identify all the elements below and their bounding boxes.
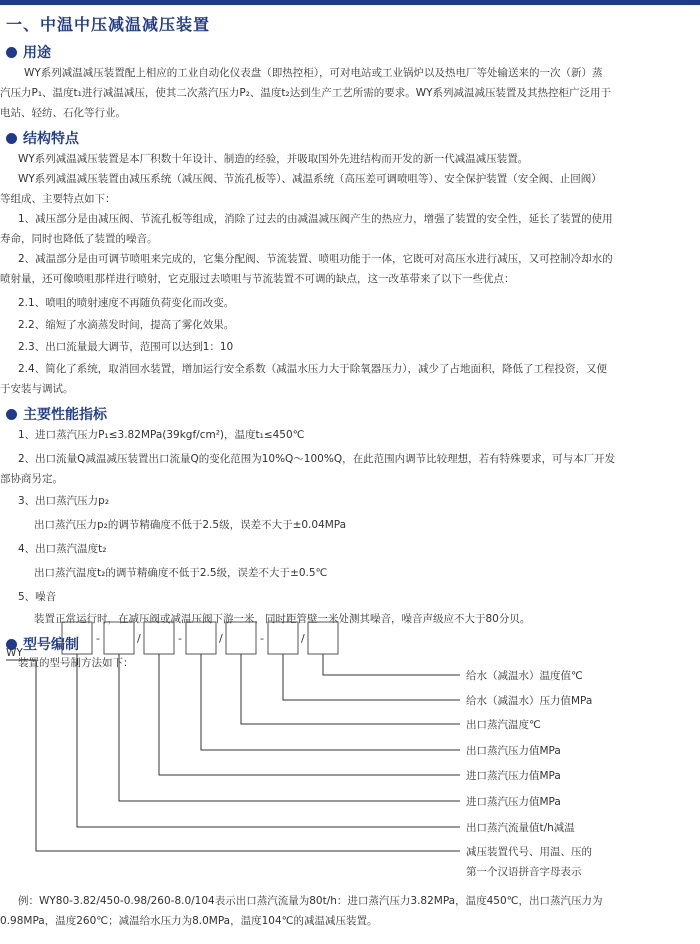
code-box xyxy=(186,622,216,654)
section-heading-performance xyxy=(6,404,107,424)
text-line: 寿命，同时也降低了装置的噪音。 xyxy=(0,233,158,245)
diagram-label: 出口蒸汽流量值t/h减温 xyxy=(466,822,575,834)
diagram-label: 给水（减温水）温度值℃ xyxy=(466,670,583,682)
model-code-diagram xyxy=(0,620,700,880)
text-line: 汽压力P₁、温度t₁进行减温减压，使其二次蒸汽压力P₂、温度t₂达到生产工艺所需的要求。WY系列减温减压装置及其热控柜广泛用于 xyxy=(0,87,612,99)
text-line: 出口蒸汽温度t₂的调节精确度不低于2.5级，误差不大于±0.5℃ xyxy=(34,567,328,579)
page-title: 一、中温中压减温减压装置 xyxy=(6,15,211,34)
text-line: 例：WY80-3.82/450-0.98/260-8.0/104表示出口蒸汽流量为80t/h：进口蒸汽压力3.82MPa，温度450℃，出口蒸汽压力为 xyxy=(18,895,603,907)
code-sep-dash: - xyxy=(96,632,100,645)
diagram-label: 进口蒸汽压力值MPa xyxy=(466,796,561,808)
diagram-label: 给水（减温水）压力值MPa xyxy=(466,695,593,707)
diagram-label: 减压装置代号、用温、压的 xyxy=(466,846,592,858)
text-line: 出口蒸汽压力p₂的调节精确度不低于2.5级，误差不大于±0.04MPa xyxy=(34,519,347,531)
code-sep-dash: - xyxy=(260,632,264,645)
section-title: 主要性能指标 xyxy=(23,407,107,423)
model-prefix: WY xyxy=(6,647,23,659)
section-title: 用途 xyxy=(23,45,51,61)
text-line: WY系列减温减压装置由减压系统（减压阀、节流孔板等）、减温系统（高压差可调喷咀等）、安全保护装置（安全阀、止回阀） xyxy=(18,173,602,185)
leader-line xyxy=(36,660,460,851)
text-line: 2.2、缩短了水滴蒸发时间，提高了雾化效果。 xyxy=(18,319,235,331)
code-box xyxy=(268,622,298,654)
text-line: WY系列减温减压装置配上相应的工业自动化仪表盘（即热控柜），可对电站或工业锅炉以及热电厂等处输送来的一次（新）蒸 xyxy=(24,67,603,79)
text-line: 等组成、主要特点如下： xyxy=(0,193,116,205)
text-line: 于安装与调试。 xyxy=(0,383,74,395)
text-line: 3、出口蒸汽压力p₂ xyxy=(18,495,110,507)
text-line: 1、进口蒸汽压力P₁≤3.82MPa(39kgf/cm²)，温度t₁≤450℃ xyxy=(18,429,305,441)
leader-line xyxy=(119,654,460,801)
bullet-icon xyxy=(6,409,17,420)
section-heading-structure xyxy=(6,128,79,148)
bullet-icon xyxy=(6,47,17,58)
text-line: 5、噪音 xyxy=(18,591,57,603)
leader-line xyxy=(283,654,460,700)
code-sep-slash: / xyxy=(301,632,305,645)
code-box xyxy=(308,622,338,654)
diagram-label: 第一个汉语拼音字母表示 xyxy=(466,866,582,878)
text-line: 2、出口流量Q减温减压装置出口流量Q的变化范围为10%Q～100%Q，在此范围内调节比较理想，若有特殊要求，可与本厂开发 xyxy=(18,453,616,465)
leader-line xyxy=(241,654,460,724)
text-line: 装置的型号制方法如下： xyxy=(18,657,134,669)
leader-line xyxy=(159,654,460,775)
text-line: 2.1、喷咀的喷射速度不再随负荷变化而改变。 xyxy=(18,297,235,309)
section-title: 型号编制 xyxy=(23,637,79,653)
text-line: 2、减温部分是由可调节喷咀来完成的，它集分配阀、节流装置、喷咀功能于一体，它既可对高压水进行减压，又可控制冷却水的 xyxy=(18,253,613,265)
text-line: 部协商另定。 xyxy=(0,473,63,485)
code-sep-slash: / xyxy=(219,632,223,645)
code-box xyxy=(144,622,174,654)
top-rule xyxy=(0,0,700,5)
diagram-label: 出口蒸汽温度℃ xyxy=(466,719,541,731)
text-line: 装置正常运行时，在减压阀或减温压阀下游一米，同时距管壁一米处测其噪音，噪音声级应不大于80分贝。 xyxy=(34,613,531,625)
section-heading-usage xyxy=(6,42,51,62)
leader-line xyxy=(201,654,460,750)
leader-line xyxy=(323,654,460,675)
text-line: WY系列减温减压装置是本厂积数十年设计、制造的经验，并吸取国外先进结构而开发的新一代减温减压装置。 xyxy=(18,153,529,165)
text-line: 1、减压部分是由减压阀、节流孔板等组成，消除了过去的由减温减压阀产生的热应力，增强了装置的安全性，延长了装置的使用 xyxy=(18,213,613,225)
text-line: 电站、轻纺、石化等行业。 xyxy=(0,107,126,119)
text-line: 4、出口蒸汽温度t₂ xyxy=(18,543,107,555)
diagram-label: 出口蒸汽压力值MPa xyxy=(466,745,561,757)
text-line: 0.98MPa，温度260℃；减温给水压力为8.0MPa，温度104℃的减温减压装置。 xyxy=(0,915,378,927)
code-box xyxy=(62,622,92,654)
diagram-label: 进口蒸汽压力值MPa xyxy=(466,770,561,782)
code-box xyxy=(104,622,134,654)
section-title: 结构特点 xyxy=(23,131,79,147)
code-box xyxy=(226,622,256,654)
code-sep-slash: / xyxy=(137,632,141,645)
text-line: 2.3、出口流量最大调节，范围可以达到1：10 xyxy=(18,341,234,353)
leader-lines xyxy=(36,654,460,851)
code-sep-dash: - xyxy=(178,632,182,645)
model-code-svg xyxy=(0,620,700,880)
text-line: 2.4、简化了系统，取消回水装置，增加运行安全系数（减温水压力大于除氧器压力），减少了占地面积，降低了工程投资，又便 xyxy=(18,363,607,375)
text-line: 喷射量，还可像喷咀那样进行喷射，它克服过去喷咀与节流装置不可调的缺点，这一改革带来了以下一些优点： xyxy=(0,273,515,285)
bullet-icon xyxy=(6,133,17,144)
